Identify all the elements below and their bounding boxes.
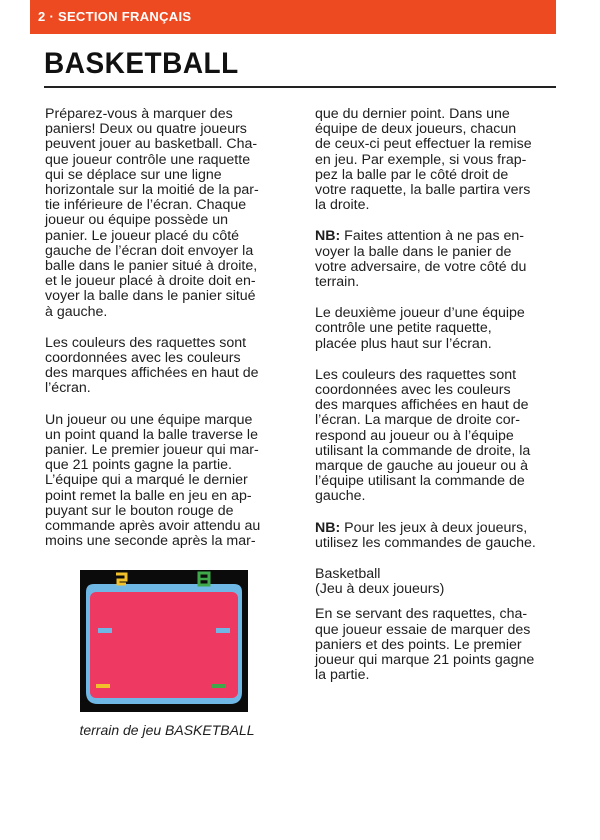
- note-text: Pour les jeux à deux joueurs,: [340, 519, 528, 536]
- text-line: gauche de l’écran doit envoyer la: [45, 242, 254, 259]
- text-line: contrôle une petite raquette,: [315, 320, 492, 337]
- text-line: terrain.: [315, 274, 360, 291]
- text-line: panier. Le joueur placé du côté: [45, 227, 240, 244]
- note-label: NB:: [315, 519, 341, 536]
- text-line: que joueur contrôle une raquette: [45, 151, 251, 168]
- text-line: des marques affichées en haut de: [315, 397, 529, 414]
- text-line: voyer la balle dans le panier de: [315, 243, 512, 260]
- basket-right: [216, 628, 230, 633]
- text-line: coordonnées avec les couleurs: [45, 350, 241, 367]
- paragraph-second-player: [315, 306, 557, 352]
- right-column: [315, 107, 557, 700]
- text-line: l’écran.: [45, 380, 91, 397]
- basket-left: [98, 628, 112, 633]
- text-line: horizontale sur la moitié de la par-: [45, 182, 259, 199]
- text-line: que 21 points gagne la partie.: [45, 457, 232, 474]
- court: [90, 592, 238, 698]
- text-line: balle dans le panier situé à droite,: [45, 258, 258, 275]
- text-line: votre raquette, la balle partira vers: [315, 182, 531, 199]
- text-line: votre adversaire, de votre côté du: [315, 258, 527, 275]
- note-basket: [315, 229, 557, 290]
- game-variant-heading: [315, 567, 557, 597]
- text-line: paniers! Deux ou quatre joueurs: [45, 121, 247, 138]
- text-line: la droite.: [315, 197, 370, 214]
- text-line: l’équipe utilisant la commande de: [315, 473, 525, 490]
- text-line: panier. Le premier joueur qui mar-: [45, 442, 259, 459]
- left-column: [45, 107, 285, 565]
- game-screen-figure: [80, 570, 248, 712]
- text-line: joueur ou équipe possède un: [45, 212, 229, 229]
- text-line: moins une seconde après la mar-: [45, 533, 256, 550]
- text-line: à gauche.: [45, 303, 108, 320]
- text-line: voyer la balle dans le panier situé: [45, 288, 256, 305]
- paragraph-scoring: [45, 413, 285, 550]
- basketball-court-illustration: [80, 570, 248, 712]
- text-line: utilisant la commande de droite, la: [315, 442, 531, 459]
- text-line: En se servant des raquettes, cha-: [315, 606, 528, 623]
- paddle-right: [212, 684, 226, 688]
- text-line: peuvent jouer au basketball. Cha-: [45, 136, 258, 153]
- text-line: respond au joueur ou à l’équipe: [315, 427, 514, 444]
- text-line: qui se déplace sur une ligne: [45, 166, 222, 183]
- note-label: NB:: [315, 228, 341, 245]
- text-line: gauche.: [315, 488, 366, 505]
- note-text: Faites attention à ne pas en-: [340, 228, 524, 245]
- paragraph-score-colors: [315, 368, 557, 505]
- paddle-left: [96, 684, 110, 688]
- text-line: L’équipe qui a marqué le dernier: [45, 472, 248, 489]
- text-line: de ceux-ci peut effectuer la remise: [315, 136, 532, 153]
- text-line: Le deuxième joueur d’une équipe: [315, 305, 525, 322]
- text-line: équipe de deux joueurs, chacun: [315, 121, 517, 138]
- text-line: [315, 521, 557, 536]
- section-label: 2 · SECTION FRANÇAIS: [38, 9, 192, 24]
- paragraph-game-rules: [315, 607, 557, 683]
- paragraph-serve: [315, 107, 557, 213]
- text-line: l’écran. La marque de droite cor-: [315, 412, 521, 429]
- text-line: puyant sur le bouton rouge de: [45, 502, 234, 519]
- text-line: Les couleurs des raquettes sont: [45, 334, 247, 351]
- text-line: paniers et des points. Le premier: [315, 636, 522, 653]
- game-title: Basketball: [315, 566, 381, 583]
- text-line: et le joueur placé à droite doit en-: [45, 273, 256, 290]
- note-two-players: [315, 521, 557, 551]
- text-line: coordonnées avec les couleurs: [315, 382, 511, 399]
- text-line: [315, 229, 557, 244]
- text-line: placée plus haut sur l’écran.: [315, 335, 492, 352]
- section-banner: [30, 0, 556, 34]
- text-line: Préparez-vous à marquer des: [45, 106, 233, 122]
- paragraph-colors: [45, 336, 285, 397]
- paragraph-intro: [45, 107, 285, 320]
- text-line: la partie.: [315, 667, 370, 684]
- score-digit-right: [199, 573, 209, 585]
- text-line: joueur qui marque 21 points gagne: [315, 652, 535, 669]
- title-divider: [44, 86, 556, 88]
- page-title: BASKETBALL: [44, 47, 239, 80]
- text-line: des marques affichées en haut de: [45, 365, 259, 382]
- text-line: que du dernier point. Dans une: [315, 106, 510, 122]
- text-line: en jeu. Par exemple, si vous frap-: [315, 151, 527, 168]
- score-digit-left: [116, 574, 126, 584]
- text-line: tie inférieure de l’écran. Chaque: [45, 197, 247, 214]
- text-line: Un joueur ou une équipe marque: [45, 411, 253, 428]
- text-line: Les couleurs des raquettes sont: [315, 366, 517, 383]
- text-line: que joueur essaie de marquer des: [315, 621, 531, 638]
- text-line: marque de gauche au joueur ou à: [315, 458, 528, 475]
- text-line: utilisez les commandes de gauche.: [315, 534, 536, 551]
- text-line: point remet la balle en jeu en ap-: [45, 487, 252, 504]
- game-subtitle: (Jeu à deux joueurs): [315, 581, 445, 598]
- text-line: pez la balle par le côté droit de: [315, 166, 509, 183]
- text-line: commande après avoir attendu au: [45, 518, 261, 535]
- figure-caption: terrain de jeu BASKETBALL: [79, 722, 255, 738]
- text-line: un point quand la balle traverse le: [45, 426, 258, 443]
